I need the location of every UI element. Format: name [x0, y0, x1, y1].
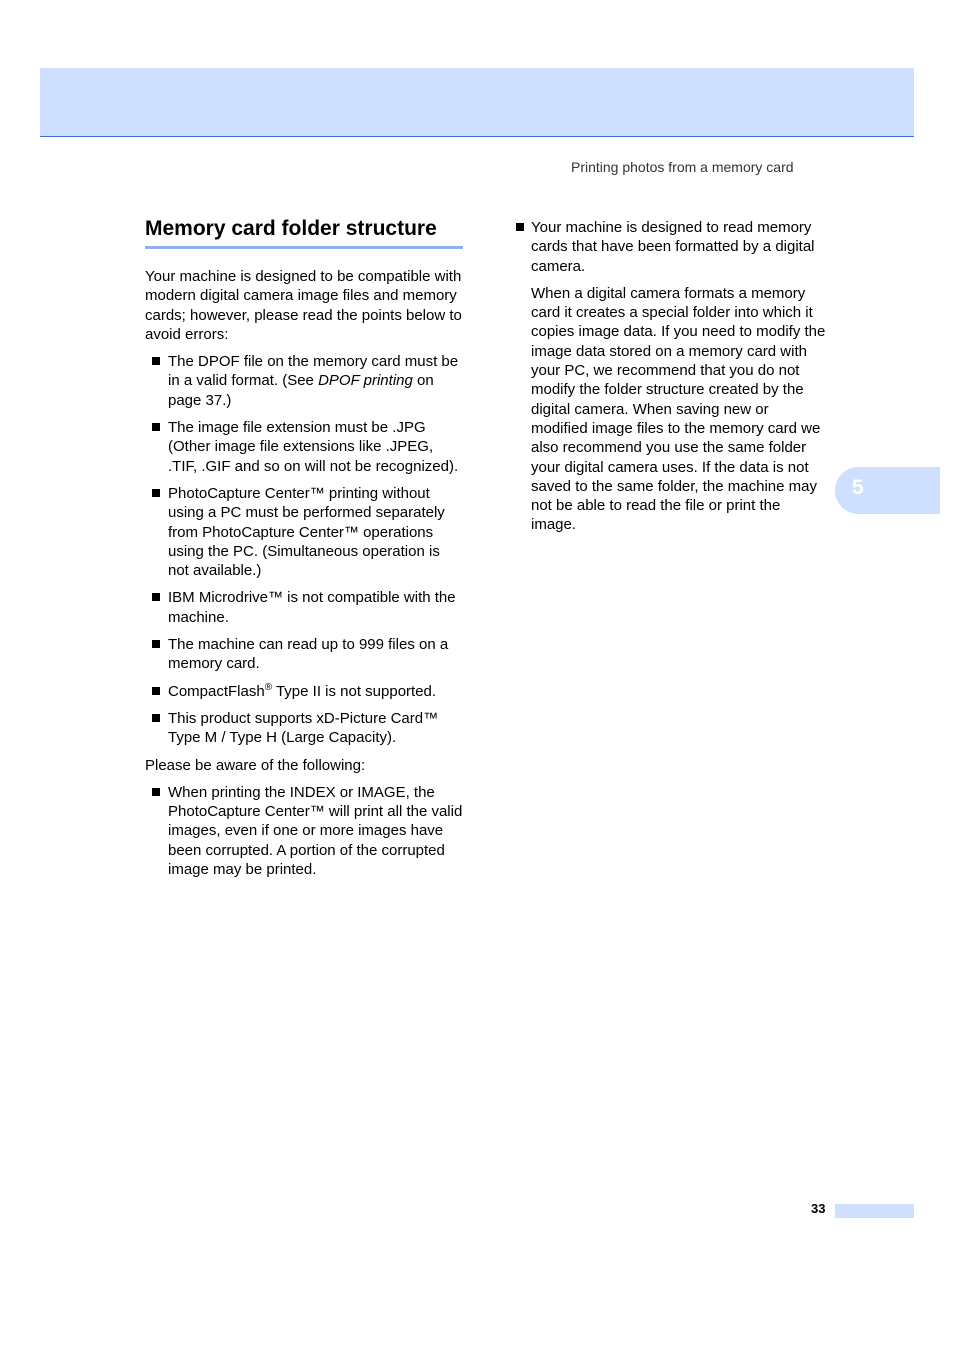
list-item: The machine can read up to 999 files on a memory card.	[145, 635, 463, 674]
intro-paragraph: Your machine is designed to be compatible with modern digital camera image files and memory cards; however, please read the points below to avoid errors:	[145, 268, 462, 343]
chapter-tab	[835, 467, 940, 514]
aware-label: Please be aware of the following:	[145, 756, 366, 774]
header-band	[40, 68, 914, 137]
list-item: The image file extension must be .JPG (Other image file extensions like .JPEG, .TIF, .GIF and so on will not be recognized).	[145, 418, 463, 476]
list-item: Your machine is designed to read memory cards that have been formatted by a digital camera.	[514, 218, 828, 276]
list-item: IBM Microdrive™ is not compatible with the machine.	[145, 588, 463, 627]
running-head: Printing photos from a memory card	[571, 159, 794, 175]
chapter-number: 5	[852, 476, 864, 499]
list-item: The DPOF file on the memory card must be in a valid format. (See DPOF printing on page 37.)	[145, 352, 463, 410]
folder-paragraph: When a digital camera formats a memory card it creates a special folder into which it copies image data. If you need to modify the image data stored on a memory card with your PC, we recommend that you do not modify the folder structure created by the digital camera. When saving new or modified image files to the memory card we also recommend you use the same folder your digital camera uses. If the data is not saved to the same folder, the machine may not be able to read the file or print the image.	[531, 284, 826, 534]
right-list	[514, 218, 828, 276]
right-column	[514, 218, 828, 535]
list-item: When printing the INDEX or IMAGE, the PhotoCapture Center™ will print all the valid images, even if one or more images have been corrupted. A portion of the corrupted image may be printed.	[145, 783, 463, 879]
page-number: 33	[811, 1201, 826, 1216]
list-item: CompactFlash® Type II is not supported.	[145, 682, 463, 701]
page-number-bar	[835, 1204, 914, 1218]
section-title: Memory card folder structure	[145, 214, 463, 249]
requirements-list	[145, 352, 463, 747]
list-item: PhotoCapture Center™ printing without using a PC must be performed separately from PhotoCapture Center™ operations using the PC. (Simultaneous operation is not available.)	[145, 484, 463, 580]
list-item: This product supports xD-Picture Card™ Type M / Type H (Large Capacity).	[145, 709, 463, 748]
aware-list	[145, 783, 463, 879]
registered-mark: ®	[264, 681, 273, 693]
left-column	[145, 214, 463, 879]
cross-reference-link[interactable]: DPOF printing	[318, 372, 413, 390]
